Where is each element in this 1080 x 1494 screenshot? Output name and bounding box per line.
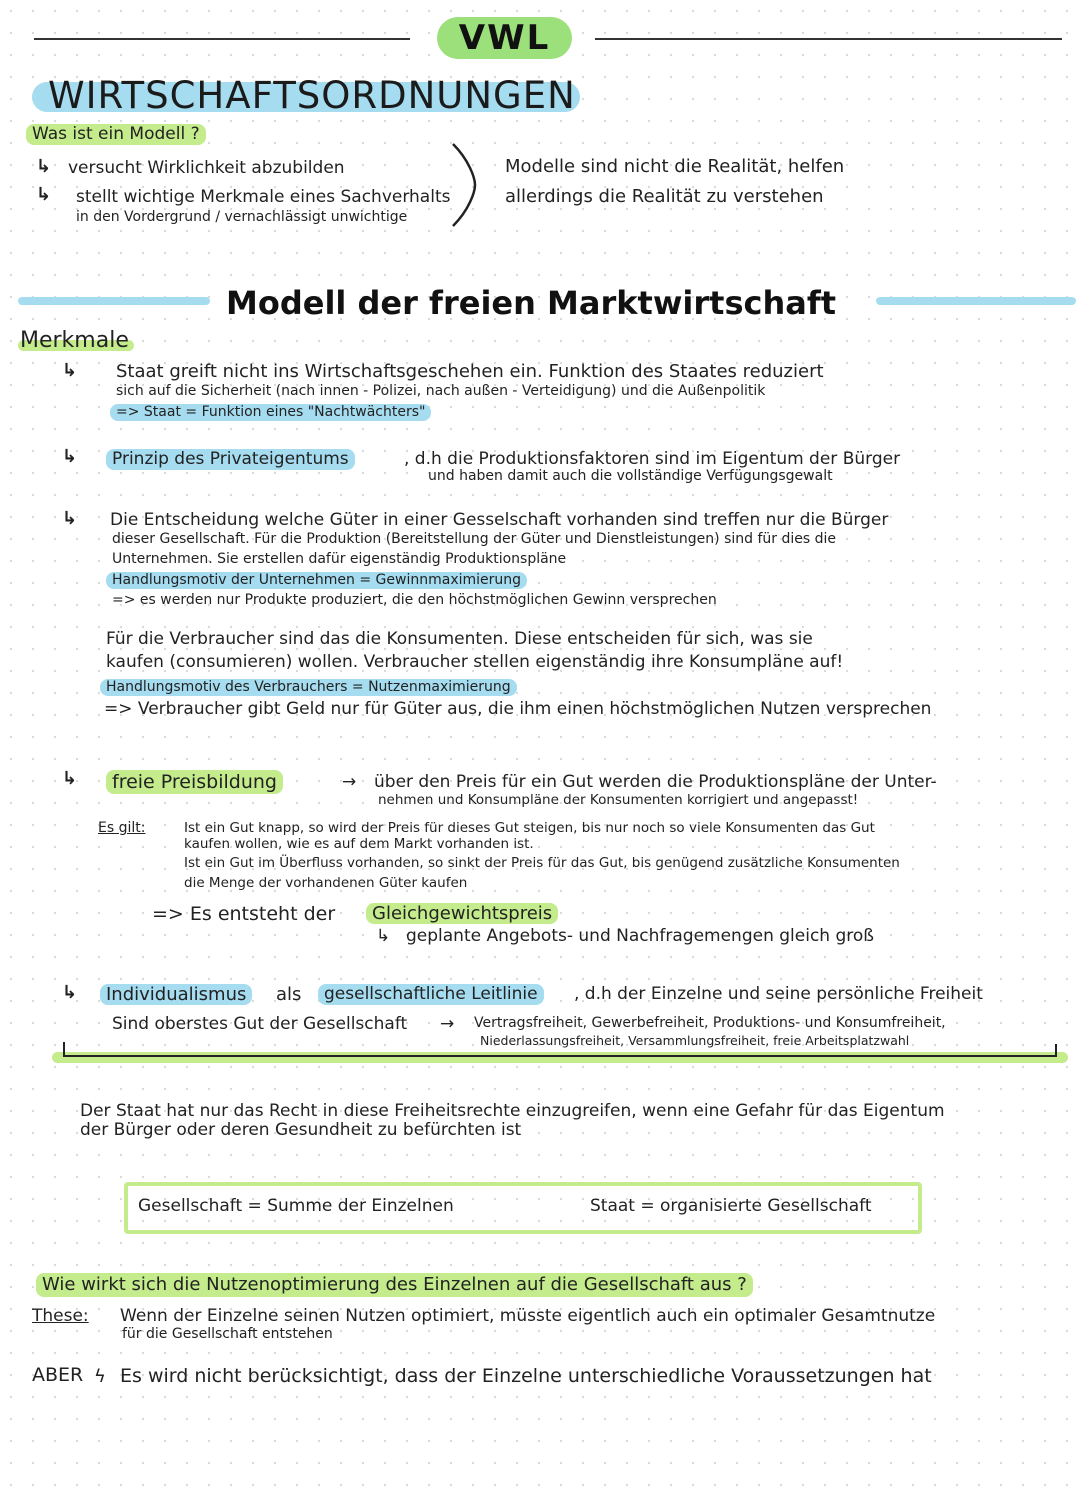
model-point-2b: in den Vordergrund / vernachlässigt unwichtige [76, 209, 408, 225]
m5-freedoms-2: Niederlassungsfreiheit, Versammlungsfreiheit, freie Arbeitsplatzwahl [480, 1033, 910, 1048]
m5-individualism: Individualismus [100, 984, 252, 1005]
m2-principle: Prinzip des Privateigentums [106, 449, 355, 470]
lightning-icon: ϟ [94, 1366, 106, 1387]
model-conclusion-2: allerdings die Realität zu verstehen [505, 186, 824, 207]
header-rule-right [595, 38, 1062, 40]
brace-icon [447, 140, 481, 230]
m2-line-1: , d.h die Produktionsfaktoren sind im Eigentum der Bürger [404, 449, 901, 469]
m4-es-gilt: Es gilt: [98, 820, 146, 836]
m4-price-formation: freie Preisbildung [106, 770, 283, 794]
m1-line-1: Staat greift nicht ins Wirtschaftsgeschehen ein. Funktion des Staates reduziert [116, 361, 824, 382]
arrow-icon: ↳ [376, 926, 391, 946]
section-bar-right [876, 297, 1076, 305]
section-bar-left [18, 297, 210, 305]
arrow-icon: ↳ [62, 982, 78, 1003]
arrow-icon: → [342, 772, 357, 792]
aber-text: Es wird nicht berücksichtigt, dass der Einzelne unterschiedliche Voraussetzungen hat [120, 1365, 932, 1387]
question-2: Wie wirkt sich die Nutzenoptimierung des Einzelnen auf die Gesellschaft aus ? [36, 1273, 753, 1297]
m3-motive-companies: Handlungsmotiv der Unternehmen = Gewinnmaximierung [106, 572, 527, 589]
box-society: Gesellschaft = Summe der Einzelnen [138, 1196, 454, 1216]
m1-line-2: sich auf die Sicherheit (nach innen - Polizei, nach außen - Verteidigung) und die Außenpolitik [116, 383, 766, 399]
m4-rule-1: Ist ein Gut knapp, so wird der Preis für dieses Gut steigen, bis nur noch so viele Konsumenten das Gut [184, 820, 875, 836]
m4-equilibrium-desc: geplante Angebots- und Nachfragemengen gleich groß [406, 926, 874, 946]
arrow-icon: ↳ [36, 156, 52, 177]
model-conclusion-1: Modelle sind nicht die Realität, helfen [505, 156, 845, 177]
arrow-icon: ↳ [62, 446, 78, 467]
m4-rule-4: die Menge der vorhandenen Güter kaufen [184, 875, 468, 891]
model-question: Was ist ein Modell ? [26, 124, 206, 145]
m4-equilibrium-price: Gleichgewichtspreis [366, 903, 558, 924]
m4-result: => Es entsteht der [152, 903, 336, 925]
m3-motive-consumer: Handlungsmotiv des Verbrauchers = Nutzenmaximierung [100, 679, 517, 696]
arrow-icon: → [440, 1014, 455, 1034]
m5-line-2: Sind oberstes Gut der Gesellschaft [112, 1014, 408, 1034]
subject-label: VWL [458, 18, 551, 58]
model-point-1: versucht Wirklichkeit abzubilden [68, 158, 345, 178]
m5-guideline: gesellschaftliche Leitlinie [318, 984, 544, 1005]
m4-rule-3: Ist ein Gut im Überfluss vorhanden, so sinkt der Preis für das Gut, bis genügend zusätzliche Konsumenten [184, 855, 900, 871]
header-rule-left [34, 38, 410, 40]
m3-line-2: dieser Gesellschaft. Für die Produktion (Bereitstellung der Güter und Dienstleistungen) sind für dies die [112, 531, 836, 547]
m4-line-2: nehmen und Konsumpläne der Konsumenten korrigiert und angepasst! [378, 792, 859, 808]
these-line-1: Wenn der Einzelne seinen Nutzen optimiert, müsste eigentlich auch ein optimaler Gesamtnutze [120, 1306, 936, 1326]
arrow-icon: ↳ [36, 184, 52, 205]
these-line-2: für die Gesellschaft entstehen [122, 1326, 333, 1342]
m3-line-1: Die Entscheidung welche Güter in einer Gesselschaft vorhanden sind treffen nur die Bürger [110, 510, 889, 530]
section-title: Modell der freien Marktwirtschaft [226, 284, 837, 322]
m4-rule-2: kaufen wollen, wie es auf dem Markt vorhanden ist. [184, 836, 534, 852]
page-title: WIRTSCHAFTSORDNUNGEN [48, 74, 576, 117]
bracket-line [60, 1040, 1062, 1060]
box-state: Staat = organisierte Gesellschaft [590, 1196, 872, 1216]
model-point-2: stellt wichtige Merkmale eines Sachverhalts [76, 187, 451, 207]
arrow-icon: ↳ [62, 360, 78, 381]
m2-line-2: und haben damit auch die vollständige Verfügungsgewalt [428, 468, 833, 484]
aber-label: ABER [32, 1364, 84, 1386]
m5-freedoms-1: Vertragsfreiheit, Gewerbefreiheit, Produktions- und Konsumfreiheit, [474, 1015, 946, 1031]
arrow-icon: ↳ [62, 768, 78, 789]
these-label: These: [32, 1306, 89, 1326]
m1-line-3: => Staat = Funktion eines "Nachtwächters" [110, 404, 431, 421]
merkmale-label: Merkmale [20, 328, 129, 353]
state-right-line-2: der Bürger oder deren Gesundheit zu befürchten ist [80, 1120, 522, 1140]
m3-line-4: => es werden nur Produkte produziert, die den höchstmöglichen Gewinn versprechen [112, 592, 717, 608]
m3-line-3: Unternehmen. Sie erstellen dafür eigenständig Produktionspläne [112, 551, 567, 567]
m3-line-5: Für die Verbraucher sind das die Konsumenten. Diese entscheiden für sich, was sie [106, 629, 813, 649]
arrow-icon: ↳ [62, 508, 78, 529]
m5-line-1: , d.h der Einzelne und seine persönliche Freiheit [574, 984, 983, 1004]
m5-als: als [276, 984, 302, 1005]
m3-line-7: => Verbraucher gibt Geld nur für Güter aus, die ihm einen höchstmöglichen Nutzen versprechen [104, 699, 932, 719]
m4-line-1: über den Preis für ein Gut werden die Produktionspläne der Unter- [374, 772, 937, 792]
m3-line-6: kaufen (consumieren) wollen. Verbraucher stellen eigenständig ihre Konsumpläne auf! [106, 652, 844, 672]
state-right-line-1: Der Staat hat nur das Recht in diese Freiheitsrechte einzugreifen, wenn eine Gefahr für das Eigentum [80, 1101, 945, 1121]
